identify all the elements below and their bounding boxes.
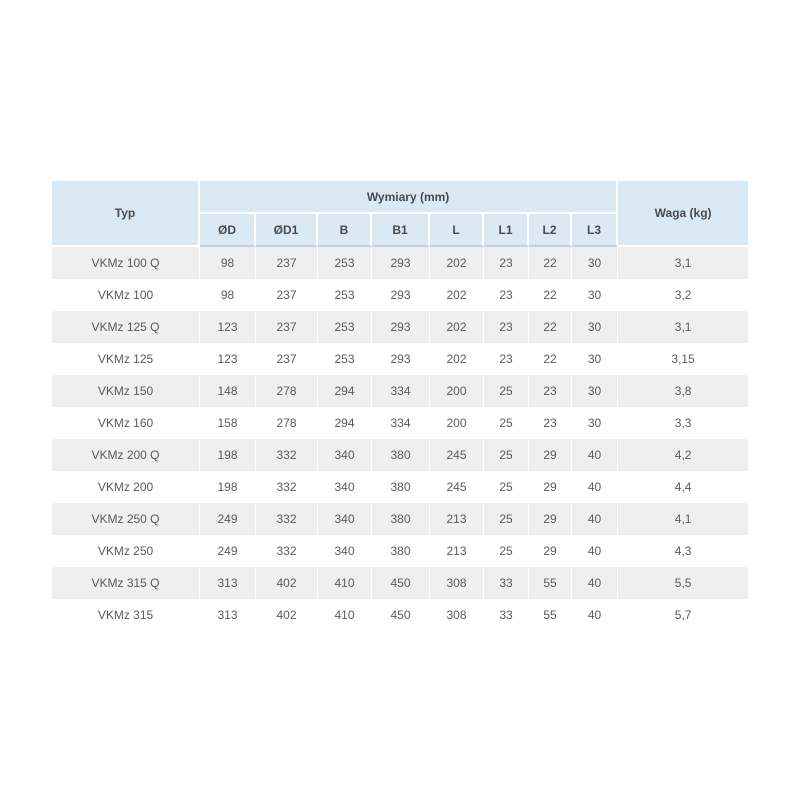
cell-dimension: 40 <box>572 567 618 599</box>
cell-dimension: 294 <box>318 407 372 439</box>
cell-dimension: 22 <box>529 311 572 343</box>
header-dim-od1: ØD1 <box>256 214 318 247</box>
cell-dimension: 29 <box>529 535 572 567</box>
cell-dimension: 380 <box>372 471 430 503</box>
cell-dimension: 332 <box>256 535 318 567</box>
table-row <box>52 535 748 567</box>
cell-dimension: 237 <box>256 247 318 279</box>
cell-dimension: 23 <box>484 311 529 343</box>
table-row <box>52 311 748 343</box>
cell-dimension: 25 <box>484 439 529 471</box>
cell-dimension: 380 <box>372 535 430 567</box>
cell-typ: VKMz 125 <box>52 343 200 375</box>
table-row <box>52 407 748 439</box>
header-wymiary: Wymiary (mm) <box>200 181 618 214</box>
cell-dimension: 40 <box>572 439 618 471</box>
cell-dimension: 293 <box>372 311 430 343</box>
cell-dimension: 23 <box>484 247 529 279</box>
cell-dimension: 340 <box>318 503 372 535</box>
table-body <box>52 247 748 631</box>
cell-typ: VKMz 150 <box>52 375 200 407</box>
cell-dimension: 253 <box>318 343 372 375</box>
cell-dimension: 200 <box>430 407 484 439</box>
header-dim-od: ØD <box>200 214 256 247</box>
cell-typ: VKMz 200 <box>52 471 200 503</box>
cell-dimension: 55 <box>529 567 572 599</box>
cell-waga: 4,4 <box>618 471 748 503</box>
header-dim-b1: B1 <box>372 214 430 247</box>
cell-typ: VKMz 100 Q <box>52 247 200 279</box>
cell-waga: 3,1 <box>618 311 748 343</box>
cell-dimension: 40 <box>572 599 618 631</box>
cell-dimension: 98 <box>200 247 256 279</box>
cell-dimension: 253 <box>318 247 372 279</box>
cell-dimension: 25 <box>484 503 529 535</box>
cell-dimension: 202 <box>430 343 484 375</box>
cell-dimension: 308 <box>430 599 484 631</box>
table-row <box>52 247 748 279</box>
cell-dimension: 23 <box>529 407 572 439</box>
header-dim-l1: L1 <box>484 214 529 247</box>
cell-dimension: 410 <box>318 599 372 631</box>
cell-dimension: 30 <box>572 247 618 279</box>
cell-dimension: 313 <box>200 567 256 599</box>
table-row <box>52 471 748 503</box>
cell-dimension: 202 <box>430 247 484 279</box>
table-row <box>52 439 748 471</box>
cell-dimension: 25 <box>484 407 529 439</box>
cell-dimension: 253 <box>318 311 372 343</box>
cell-waga: 4,3 <box>618 535 748 567</box>
cell-dimension: 402 <box>256 567 318 599</box>
cell-dimension: 30 <box>572 343 618 375</box>
cell-waga: 4,2 <box>618 439 748 471</box>
cell-dimension: 40 <box>572 503 618 535</box>
cell-dimension: 55 <box>529 599 572 631</box>
cell-dimension: 22 <box>529 343 572 375</box>
cell-typ: VKMz 200 Q <box>52 439 200 471</box>
cell-dimension: 30 <box>572 375 618 407</box>
cell-dimension: 213 <box>430 503 484 535</box>
table-row <box>52 599 748 631</box>
cell-dimension: 22 <box>529 247 572 279</box>
cell-dimension: 410 <box>318 567 372 599</box>
cell-dimension: 30 <box>572 407 618 439</box>
cell-dimension: 278 <box>256 375 318 407</box>
cell-typ: VKMz 250 Q <box>52 503 200 535</box>
cell-waga: 3,3 <box>618 407 748 439</box>
table-row <box>52 567 748 599</box>
cell-dimension: 308 <box>430 567 484 599</box>
cell-dimension: 294 <box>318 375 372 407</box>
cell-dimension: 198 <box>200 471 256 503</box>
cell-dimension: 340 <box>318 535 372 567</box>
header-dim-l3: L3 <box>572 214 618 247</box>
cell-waga: 4,1 <box>618 503 748 535</box>
cell-waga: 3,15 <box>618 343 748 375</box>
dimensions-table <box>52 181 748 631</box>
cell-typ: VKMz 315 <box>52 599 200 631</box>
header-dim-l: L <box>430 214 484 247</box>
cell-waga: 3,2 <box>618 279 748 311</box>
cell-dimension: 123 <box>200 311 256 343</box>
cell-dimension: 202 <box>430 279 484 311</box>
cell-dimension: 245 <box>430 471 484 503</box>
cell-dimension: 380 <box>372 503 430 535</box>
cell-dimension: 334 <box>372 407 430 439</box>
cell-dimension: 148 <box>200 375 256 407</box>
cell-dimension: 23 <box>484 343 529 375</box>
cell-dimension: 237 <box>256 311 318 343</box>
cell-typ: VKMz 315 Q <box>52 567 200 599</box>
cell-dimension: 23 <box>484 279 529 311</box>
cell-dimension: 25 <box>484 375 529 407</box>
cell-dimension: 332 <box>256 439 318 471</box>
header-typ: Typ <box>52 181 200 247</box>
table-row <box>52 503 748 535</box>
cell-waga: 3,8 <box>618 375 748 407</box>
cell-dimension: 202 <box>430 311 484 343</box>
cell-dimension: 402 <box>256 599 318 631</box>
cell-dimension: 33 <box>484 599 529 631</box>
cell-dimension: 40 <box>572 535 618 567</box>
cell-dimension: 245 <box>430 439 484 471</box>
cell-waga: 3,1 <box>618 247 748 279</box>
cell-typ: VKMz 125 Q <box>52 311 200 343</box>
cell-dimension: 40 <box>572 471 618 503</box>
table-row <box>52 375 748 407</box>
cell-dimension: 158 <box>200 407 256 439</box>
header-dim-b: B <box>318 214 372 247</box>
cell-dimension: 30 <box>572 311 618 343</box>
cell-dimension: 213 <box>430 535 484 567</box>
cell-dimension: 29 <box>529 439 572 471</box>
cell-dimension: 23 <box>529 375 572 407</box>
cell-dimension: 29 <box>529 503 572 535</box>
cell-typ: VKMz 160 <box>52 407 200 439</box>
cell-dimension: 33 <box>484 567 529 599</box>
cell-dimension: 22 <box>529 279 572 311</box>
cell-dimension: 293 <box>372 279 430 311</box>
cell-dimension: 293 <box>372 247 430 279</box>
cell-typ: VKMz 250 <box>52 535 200 567</box>
table-header <box>52 181 748 247</box>
cell-dimension: 332 <box>256 503 318 535</box>
cell-dimension: 334 <box>372 375 430 407</box>
cell-dimension: 450 <box>372 567 430 599</box>
cell-dimension: 253 <box>318 279 372 311</box>
header-dim-l2: L2 <box>529 214 572 247</box>
cell-dimension: 340 <box>318 471 372 503</box>
table-row <box>52 279 748 311</box>
table-row <box>52 343 748 375</box>
cell-dimension: 249 <box>200 503 256 535</box>
header-waga: Waga (kg) <box>618 181 748 247</box>
cell-dimension: 332 <box>256 471 318 503</box>
cell-dimension: 98 <box>200 279 256 311</box>
cell-dimension: 249 <box>200 535 256 567</box>
cell-dimension: 237 <box>256 279 318 311</box>
cell-dimension: 30 <box>572 279 618 311</box>
cell-dimension: 123 <box>200 343 256 375</box>
cell-dimension: 278 <box>256 407 318 439</box>
cell-dimension: 198 <box>200 439 256 471</box>
cell-dimension: 313 <box>200 599 256 631</box>
cell-dimension: 25 <box>484 471 529 503</box>
cell-dimension: 29 <box>529 471 572 503</box>
cell-dimension: 25 <box>484 535 529 567</box>
cell-dimension: 200 <box>430 375 484 407</box>
cell-typ: VKMz 100 <box>52 279 200 311</box>
cell-dimension: 340 <box>318 439 372 471</box>
cell-dimension: 237 <box>256 343 318 375</box>
cell-waga: 5,7 <box>618 599 748 631</box>
cell-dimension: 293 <box>372 343 430 375</box>
cell-dimension: 380 <box>372 439 430 471</box>
cell-dimension: 450 <box>372 599 430 631</box>
cell-waga: 5,5 <box>618 567 748 599</box>
